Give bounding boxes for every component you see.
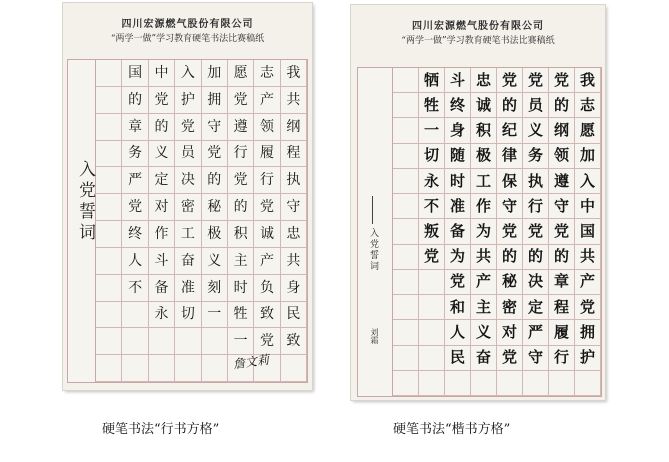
right-char-cell: 党 <box>575 295 601 320</box>
right-char-cell: 为 <box>471 219 497 244</box>
left-char-cell: 遵 <box>228 114 254 141</box>
left-char-cell: 忠 <box>281 221 307 248</box>
left-char-cell: 守 <box>202 114 228 141</box>
right-char-cell: 保 <box>497 169 523 194</box>
right-char-cell <box>393 371 419 396</box>
left-char-cell: 程 <box>281 141 307 168</box>
left-char-cell: 护 <box>175 87 201 114</box>
title-dash <box>372 196 373 224</box>
right-sheet-author: 刘霜 <box>370 328 379 344</box>
left-char-cell: 行 <box>254 167 280 194</box>
right-char-cell: 定 <box>523 295 549 320</box>
left-caption: 硬笔书法“行书方格” <box>102 422 220 437</box>
right-char-cell: 的 <box>549 245 575 270</box>
right-char-cell: 志 <box>575 93 601 118</box>
right-char-cell: 党 <box>549 68 575 93</box>
left-char-cell <box>96 194 122 221</box>
right-char-cell: 义 <box>471 320 497 345</box>
left-char-cell: 中 <box>149 60 175 87</box>
right-char-cell <box>393 144 419 169</box>
left-char-cell: 的 <box>228 194 254 221</box>
left-char-cell <box>96 114 122 141</box>
right-char-cell: 加 <box>575 144 601 169</box>
left-char-cell: 共 <box>281 87 307 114</box>
left-char-cell: 刻 <box>202 275 228 302</box>
left-char-cell: 党 <box>254 194 280 221</box>
right-char-cell: 产 <box>575 270 601 295</box>
right-char-cell <box>419 346 445 371</box>
right-char-cell: 程 <box>549 295 575 320</box>
left-char-cell <box>96 248 122 275</box>
left-char-cell: 党 <box>254 328 280 355</box>
left-char-cell: 党 <box>202 141 228 168</box>
right-char-cell <box>419 270 445 295</box>
left-char-cell: 章 <box>122 114 148 141</box>
left-char-cell <box>175 355 201 382</box>
left-char-cell: 对 <box>149 194 175 221</box>
left-char-cell <box>281 355 307 382</box>
right-char-cell: 人 <box>445 320 471 345</box>
left-writing-grid <box>67 59 308 383</box>
left-char-cell: 时 <box>228 275 254 302</box>
right-char-cell: 民 <box>445 346 471 371</box>
right-char-cell <box>393 93 419 118</box>
right-char-cell <box>445 371 471 396</box>
right-sheet-title: 入党誓词 <box>368 228 378 272</box>
left-char-cell <box>96 328 122 355</box>
right-char-cell: 奋 <box>471 346 497 371</box>
left-char-cell: 定 <box>149 167 175 194</box>
right-char-cell: 章 <box>549 270 575 295</box>
left-char-cell: 积 <box>228 221 254 248</box>
left-char-cell <box>175 328 201 355</box>
right-char-cell: 身 <box>445 118 471 143</box>
right-char-cell: 准 <box>445 194 471 219</box>
right-char-cell: 不 <box>419 194 445 219</box>
right-char-cell <box>549 371 575 396</box>
right-char-cell <box>497 371 523 396</box>
right-char-cell: 国 <box>575 219 601 244</box>
left-signature: 詹文莉 <box>232 352 270 372</box>
left-char-cell: 国 <box>122 60 148 87</box>
left-char-cell <box>149 355 175 382</box>
left-char-cell: 义 <box>202 248 228 275</box>
left-char-cell: 斗 <box>149 248 175 275</box>
right-char-cell: 拥 <box>575 320 601 345</box>
right-char-cell: 积 <box>471 118 497 143</box>
right-char-cell: 愿 <box>575 118 601 143</box>
right-char-cell: 员 <box>523 93 549 118</box>
left-char-cell: 作 <box>149 221 175 248</box>
left-char-cell: 致 <box>254 302 280 329</box>
right-char-cell: 纪 <box>497 118 523 143</box>
left-char-cell: 行 <box>228 141 254 168</box>
right-char-cell: 党 <box>549 219 575 244</box>
right-char-cell: 叛 <box>419 219 445 244</box>
right-char-cell: 的 <box>497 93 523 118</box>
right-char-cell: 严 <box>523 320 549 345</box>
left-char-cell <box>96 167 122 194</box>
left-char-cell: 拥 <box>202 87 228 114</box>
right-writing-grid <box>357 67 602 397</box>
right-char-cell: 永 <box>419 169 445 194</box>
left-char-cell: 负 <box>254 275 280 302</box>
right-sheet-company: 四川宏源燃气股份有限公司 <box>412 21 544 32</box>
right-char-cell: 党 <box>523 68 549 93</box>
right-character-cells <box>393 68 601 396</box>
left-char-cell <box>122 302 148 329</box>
left-char-cell: 产 <box>254 87 280 114</box>
left-char-cell: 加 <box>202 60 228 87</box>
left-char-cell <box>202 328 228 355</box>
right-char-cell <box>393 245 419 270</box>
right-char-cell: 极 <box>471 144 497 169</box>
right-char-cell <box>393 219 419 244</box>
left-char-cell: 工 <box>175 221 201 248</box>
left-char-cell: 民 <box>281 302 307 329</box>
right-char-cell: 切 <box>419 144 445 169</box>
left-calligraphy-sheet <box>63 3 312 390</box>
right-char-cell: 党 <box>419 245 445 270</box>
right-char-cell <box>393 346 419 371</box>
left-sheet-title: 入党誓词 <box>75 160 95 244</box>
right-char-cell: 律 <box>497 144 523 169</box>
right-char-cell: 工 <box>471 169 497 194</box>
left-char-cell: 准 <box>175 275 201 302</box>
right-char-cell: 时 <box>445 169 471 194</box>
left-char-cell: 党 <box>228 87 254 114</box>
left-char-cell: 纲 <box>281 114 307 141</box>
left-char-cell: 的 <box>149 114 175 141</box>
right-char-cell <box>393 118 419 143</box>
right-char-cell: 守 <box>523 346 549 371</box>
left-char-cell: 身 <box>281 275 307 302</box>
right-char-cell: 行 <box>549 346 575 371</box>
left-char-cell: 履 <box>254 141 280 168</box>
right-char-cell: 的 <box>523 245 549 270</box>
right-char-cell: 履 <box>549 320 575 345</box>
right-char-cell <box>523 371 549 396</box>
right-char-cell: 随 <box>445 144 471 169</box>
left-character-cells <box>96 60 307 382</box>
left-char-cell: 主 <box>228 248 254 275</box>
right-char-cell: 共 <box>575 245 601 270</box>
right-char-cell: 主 <box>471 295 497 320</box>
right-sheet-subtitle: “两学一做”学习教育硬笔书法比赛稿纸 <box>401 36 555 46</box>
right-char-cell: 决 <box>523 270 549 295</box>
left-char-cell: 党 <box>175 114 201 141</box>
right-title-column <box>358 68 393 396</box>
left-char-cell: 永 <box>149 302 175 329</box>
right-char-cell <box>393 320 419 345</box>
right-char-cell <box>393 295 419 320</box>
left-char-cell: 的 <box>122 87 148 114</box>
left-sheet-subtitle: “两学一做”学习教育硬笔书法比赛稿纸 <box>110 34 265 44</box>
left-char-cell: 极 <box>202 221 228 248</box>
left-char-cell: 执 <box>281 167 307 194</box>
left-char-cell <box>96 60 122 87</box>
left-char-cell: 领 <box>254 114 280 141</box>
right-char-cell <box>419 295 445 320</box>
left-char-cell: 义 <box>149 141 175 168</box>
right-char-cell: 密 <box>497 295 523 320</box>
right-char-cell <box>419 320 445 345</box>
right-char-cell: 共 <box>471 245 497 270</box>
left-char-cell: 切 <box>175 302 201 329</box>
left-char-cell: 守 <box>281 194 307 221</box>
left-char-cell: 备 <box>149 275 175 302</box>
left-char-cell: 共 <box>281 248 307 275</box>
right-char-cell: 遵 <box>549 169 575 194</box>
right-char-cell <box>393 169 419 194</box>
left-char-cell: 秘 <box>202 194 228 221</box>
right-char-cell: 的 <box>497 245 523 270</box>
right-char-cell: 党 <box>523 219 549 244</box>
right-char-cell: 一 <box>419 118 445 143</box>
left-char-cell <box>96 141 122 168</box>
left-char-cell: 密 <box>175 194 201 221</box>
left-char-cell: 志 <box>254 60 280 87</box>
right-char-cell: 入 <box>575 169 601 194</box>
right-char-cell: 诚 <box>471 93 497 118</box>
left-char-cell: 一 <box>228 328 254 355</box>
right-char-cell: 中 <box>575 194 601 219</box>
left-char-cell <box>122 355 148 382</box>
right-char-cell: 我 <box>575 68 601 93</box>
left-char-cell <box>96 302 122 329</box>
left-char-cell: 我 <box>281 60 307 87</box>
left-char-cell <box>149 328 175 355</box>
left-char-cell: 人 <box>122 248 148 275</box>
right-char-cell: 备 <box>445 219 471 244</box>
left-char-cell: 党 <box>228 167 254 194</box>
left-char-cell: 终 <box>122 221 148 248</box>
right-char-cell: 党 <box>497 219 523 244</box>
left-char-cell: 决 <box>175 167 201 194</box>
right-char-cell: 终 <box>445 93 471 118</box>
right-char-cell: 牺 <box>419 68 445 93</box>
left-char-cell <box>122 328 148 355</box>
right-char-cell: 的 <box>549 93 575 118</box>
left-char-cell: 员 <box>175 141 201 168</box>
right-char-cell: 党 <box>497 346 523 371</box>
right-char-cell: 忠 <box>471 68 497 93</box>
left-sheet-company: 四川宏源燃气股份有限公司 <box>121 19 254 30</box>
right-char-cell <box>393 270 419 295</box>
left-char-cell <box>202 355 228 382</box>
left-char-cell: 党 <box>149 87 175 114</box>
right-char-cell: 为 <box>445 245 471 270</box>
left-char-cell <box>96 275 122 302</box>
right-calligraphy-sheet <box>351 5 605 400</box>
right-char-cell: 务 <box>523 144 549 169</box>
right-char-cell: 行 <box>523 194 549 219</box>
right-char-cell <box>575 371 601 396</box>
right-char-cell <box>393 68 419 93</box>
left-char-cell: 的 <box>202 167 228 194</box>
right-char-cell: 守 <box>549 194 575 219</box>
right-char-cell: 牲 <box>419 93 445 118</box>
right-char-cell: 纲 <box>549 118 575 143</box>
right-char-cell: 执 <box>523 169 549 194</box>
right-char-cell: 产 <box>471 270 497 295</box>
left-char-cell: 严 <box>122 167 148 194</box>
right-char-cell: 护 <box>575 346 601 371</box>
right-char-cell: 秘 <box>497 270 523 295</box>
right-char-cell: 作 <box>471 194 497 219</box>
left-char-cell: 不 <box>122 275 148 302</box>
right-char-cell: 斗 <box>445 68 471 93</box>
left-char-cell <box>96 355 122 382</box>
left-char-cell <box>96 221 122 248</box>
left-char-cell: 诚 <box>254 221 280 248</box>
right-char-cell: 党 <box>497 68 523 93</box>
left-char-cell <box>96 87 122 114</box>
left-char-cell: 牲 <box>228 302 254 329</box>
left-char-cell: 一 <box>202 302 228 329</box>
left-title-column <box>68 60 96 382</box>
left-char-cell: 愿 <box>228 60 254 87</box>
left-char-cell: 致 <box>281 328 307 355</box>
left-char-cell: 奋 <box>175 248 201 275</box>
left-char-cell: 党 <box>122 194 148 221</box>
right-caption: 硬笔书法“楷书方格” <box>393 422 511 437</box>
right-char-cell: 守 <box>497 194 523 219</box>
left-char-cell: 产 <box>254 248 280 275</box>
left-char-cell: 入 <box>175 60 201 87</box>
right-char-cell: 和 <box>445 295 471 320</box>
right-char-cell: 领 <box>549 144 575 169</box>
right-char-cell: 党 <box>445 270 471 295</box>
right-char-cell <box>393 194 419 219</box>
left-char-cell: 务 <box>122 141 148 168</box>
right-char-cell: 对 <box>497 320 523 345</box>
right-char-cell <box>471 371 497 396</box>
right-char-cell: 义 <box>523 118 549 143</box>
right-char-cell <box>419 371 445 396</box>
